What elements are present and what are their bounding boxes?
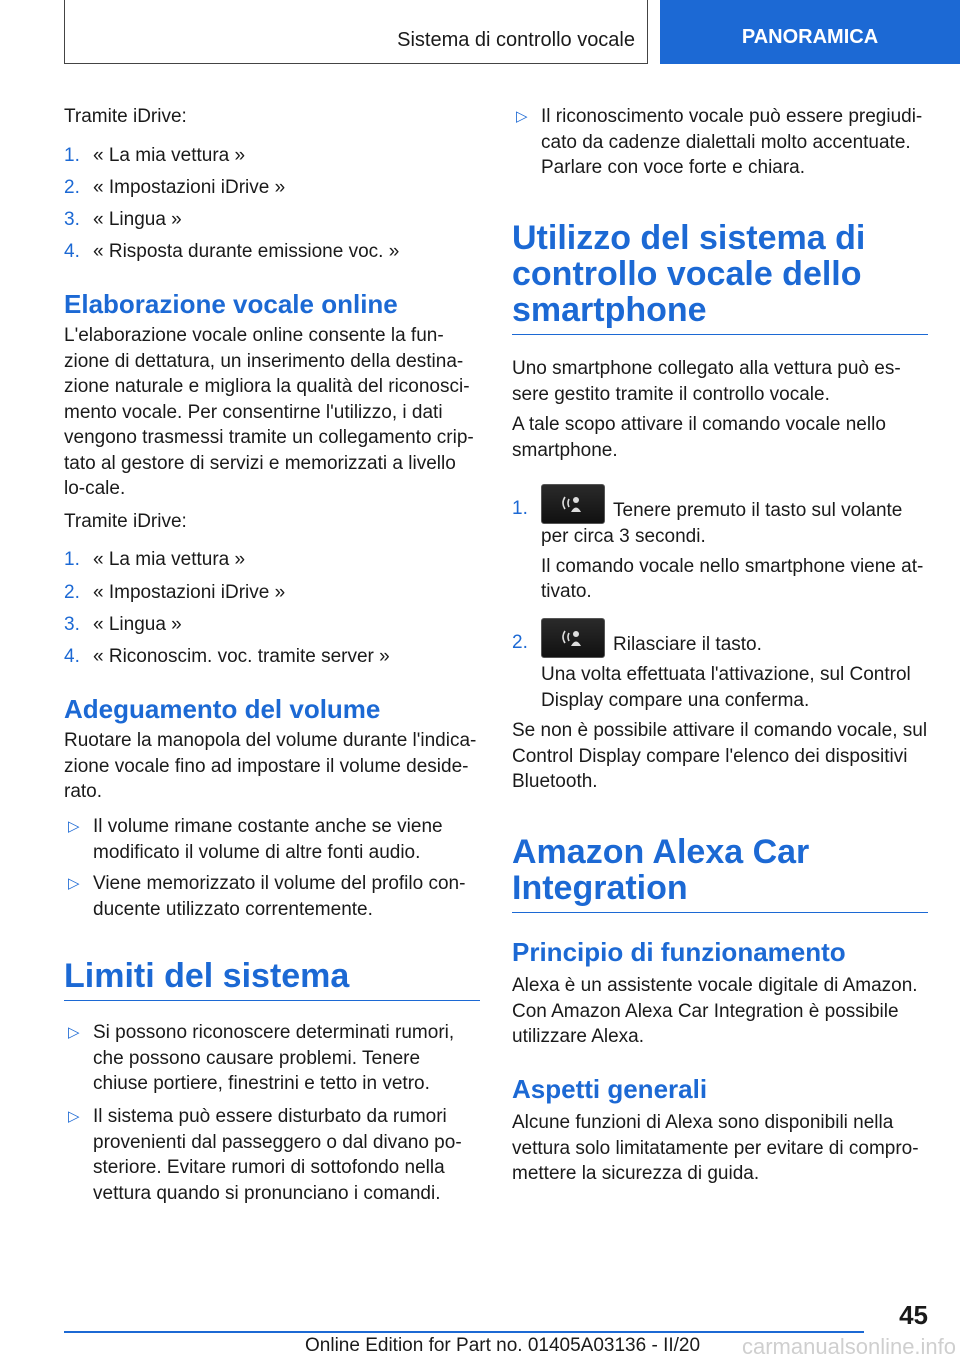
- step-item: 2. Rilasciare il tasto. Una volta effettuata l'attivazione, sul Control Display compare una conferma.: [512, 618, 928, 713]
- bullet-item: ▷ Il riconoscimento vocale può essere pregiudi-cato da cadenze dialettali molto accentuate. Parlare con voce forte e chiara.: [516, 106, 923, 178]
- voice-button-icon: [541, 484, 605, 524]
- heading-limits: Limiti del sistema: [64, 958, 480, 1001]
- watermark: carmanualsonline.info: [742, 1334, 957, 1359]
- list-item: 1. « La mia vettura »: [64, 549, 246, 570]
- footer-divider: [64, 1331, 864, 1333]
- bullet-item: ▷ Viene memorizzato il volume del profilo con-ducente utilizzato correntemente.: [68, 873, 466, 920]
- paragraph-volume: Ruotare la manopola del volume durante l'indica-zione vocale fino ad impostare il volume deside-rato.: [64, 730, 477, 802]
- intro-label: Tramite iDrive:: [64, 106, 187, 127]
- header-tab-panoramica[interactable]: PANORAMICA: [660, 0, 960, 64]
- bullet-triangle-icon: ▷: [68, 1024, 80, 1041]
- page-number: 45: [899, 1300, 928, 1330]
- heading-aspetti: Aspetti generali: [512, 1074, 708, 1104]
- header-frame: [64, 0, 648, 64]
- bullet-triangle-icon: ▷: [516, 108, 528, 125]
- paragraph-smartphone: Uno smartphone collegato alla vettura può es-sere gestito tramite il controllo vocale.: [512, 358, 901, 405]
- list-item: 4. « Riconoscim. voc. tramite server »: [64, 646, 390, 667]
- heading-alexa: Amazon Alexa Car Integration: [512, 834, 928, 913]
- heading-principio: Principio di funzionamento: [512, 937, 846, 967]
- list-item: 4. « Risposta durante emissione voc. »: [64, 241, 400, 262]
- bullet-triangle-icon: ▷: [68, 875, 80, 892]
- paragraph-online: L'elaborazione vocale online consente la fun-zione di dettatura, un inserimento della destina-zione naturale e migliora la qualità del riconosci-mento vocale. Per consentirne l'utilizzo, i dati vengono trasmessi tramite un collegamento crip-tato al gestore di servizi e memorizzati a livello lo-cale.: [64, 325, 474, 499]
- paragraph-smartphone: A tale scopo attivare il comando vocale nello smartphone.: [512, 414, 886, 461]
- header-section-title: Sistema di controllo vocale: [397, 29, 635, 51]
- bullet-triangle-icon: ▷: [68, 1108, 80, 1125]
- bullet-item: ▷ Il volume rimane costante anche se viene modificato il volume di altre fonti audio.: [68, 816, 443, 863]
- list-item: 2. « Impostazioni iDrive »: [64, 177, 286, 198]
- voice-button-icon: [541, 618, 605, 658]
- paragraph-smartphone: Se non è possibile attivare il comando vocale, sul Control Display compare l'elenco dei dispositivi Bluetooth.: [512, 720, 928, 792]
- paragraph-aspetti: Alcune funzioni di Alexa sono disponibili nella vettura solo limitatamente per evitare di compro-mettere la sicurezza di guida.: [512, 1112, 919, 1184]
- bullet-item: ▷ Il sistema può essere disturbato da rumori provenienti dal passeggero o dal divano po-steriore. Evitare rumori di sottofondo nella vettura quando si pronunciano i comandi.: [68, 1106, 462, 1204]
- list-item: 3. « Lingua »: [64, 209, 182, 230]
- footer-edition: Online Edition for Part no. 01405A03136 - II/20: [305, 1335, 701, 1356]
- list-item: 3. « Lingua »: [64, 614, 182, 635]
- step-item: 1. Tenere premuto il tasto sul volante per circa 3 secondi. Il comando vocale nello smartphone viene at-tivato.: [512, 484, 928, 605]
- intro-label: Tramite iDrive:: [64, 511, 187, 532]
- heading-volume: Adeguamento del volume: [64, 694, 381, 724]
- heading-smartphone: Utilizzo del sistema di controllo vocale dello smartphone: [512, 220, 928, 335]
- bullet-item: ▷ Si possono riconoscere determinati rumori, che possono causare problemi. Tenere chiuse portiere, finestrini e tetto in vetro.: [68, 1022, 455, 1094]
- bullet-triangle-icon: ▷: [68, 818, 80, 835]
- list-item: 2. « Impostazioni iDrive »: [64, 582, 286, 603]
- paragraph-principio: Alexa è un assistente vocale digitale di Amazon. Con Amazon Alexa Car Integration è possibile utilizzare Alexa.: [512, 975, 918, 1047]
- list-item: 1. « La mia vettura »: [64, 145, 246, 166]
- heading-online: Elaborazione vocale online: [64, 289, 398, 319]
